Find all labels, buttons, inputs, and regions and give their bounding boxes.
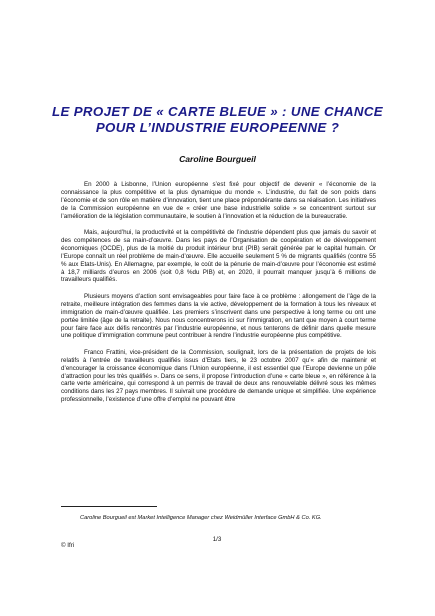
- document-title: [30, 104, 405, 136]
- title-line-1: LE PROJET DE « CARTE BLEUE » : UNE CHANCE: [51, 104, 384, 119]
- page-number: 1/3: [212, 536, 222, 543]
- body-paragraph: Plusieurs moyens d’action sont envisageables pour faire face à ce problème : allongement de l’âge de la retraite, meilleure intégration des femmes dans la vie active, développement de la formation à tous les niveaux et immigration de main-d’œuvre qualifiée. Les premiers s’inscrivent dans une perspective à long terme ou ont une portée limitée (âge de la retraite). Nous nous concentrerons ici sur l’immigration, en tant que moyen à court terme pour faire face aux défis rencontrés par l’industrie européenne, et nous tenterons de définir dans quelle mesure une politique d’immigration commune peut contribuer à rendre l’industrie européenne plus compétitive.: [61, 292, 376, 340]
- author-name: Caroline Bourgueil: [179, 154, 256, 164]
- footnote-divider: [61, 506, 157, 507]
- title-line-2: POUR L’INDUSTRIE EUROPEENNE ?: [95, 120, 340, 135]
- document-body: [61, 181, 376, 413]
- copyright-notice: © Ifri: [61, 542, 75, 549]
- body-paragraph: Franco Frattini, vice-président de la Commission, soulignait, lors de la présentation de projets de lois relatifs à l’entrée de travailleurs qualifiés issus d’Etats tiers, le 23 octobre 2007 qu’« afin de maintenir et d’encourager la croissance économique dans l’Union européenne, il est essentiel que l’Europe devienne un pôle d’attraction pour les très qualifiés ». Dans ce sens, il propose l’introduction d’une « carte bleue », en référence à la carte verte américaine, qui correspond à un permis de travail de deux ans renouvelable délivré sous les mêmes conditions dans les 27 pays membres. Il suivrait une procédure de demande unique et simplifiée. Une expérience professionnelle, l’existence d’une offre d’emploi ne pouvant être: [61, 348, 376, 404]
- author-footnote: Caroline Bourgueil est Market Intelligence Manager chez Weidmüller Interface GmbH & Co. KG.: [80, 515, 322, 521]
- body-paragraph: Mais, aujourd’hui, la productivité et la compétitivité de l’industrie dépendent plus que jamais du savoir et des compétences de sa main-d’œuvre. Dans les pays de l’Organisation de coopération et de développement économiques (OCDE), plus de la moitié du produit intérieur brut (PIB) serait générée par le capital humain. Or l’Europe connaît un réel problème de main-d’œuvre. Elle accueille seulement 5 % de migrants qualifiés (contre 55 % aux Etats-Unis). En Allemagne, par exemple, le coût de la pénurie de main-d’œuvre pour l’économie est estimé à 18,7 milliards d’euros en 2006 (soit 0,8 %du PIB) et, en 2020, il pourrait manquer jusqu’à 6 millions de travailleurs qualifiés.: [61, 229, 376, 284]
- body-paragraph: En 2000 à Lisbonne, l’Union européenne s’est fixé pour objectif de devenir « l’économie de la connaissance la plus compétitive et la plus dynamique du monde ». L’industrie, du fait de son poids dans l’économie et de son rôle en matière d’innovation, tient une place prépondérante dans sa réalisation. Les initiatives de la Commission européenne en vue de « créer une base industrielle solide » se concentrent surtout sur l’amélioration de la législation communautaire, le soutien à l’innovation et la réduction de la bureaucratie.: [61, 181, 376, 220]
